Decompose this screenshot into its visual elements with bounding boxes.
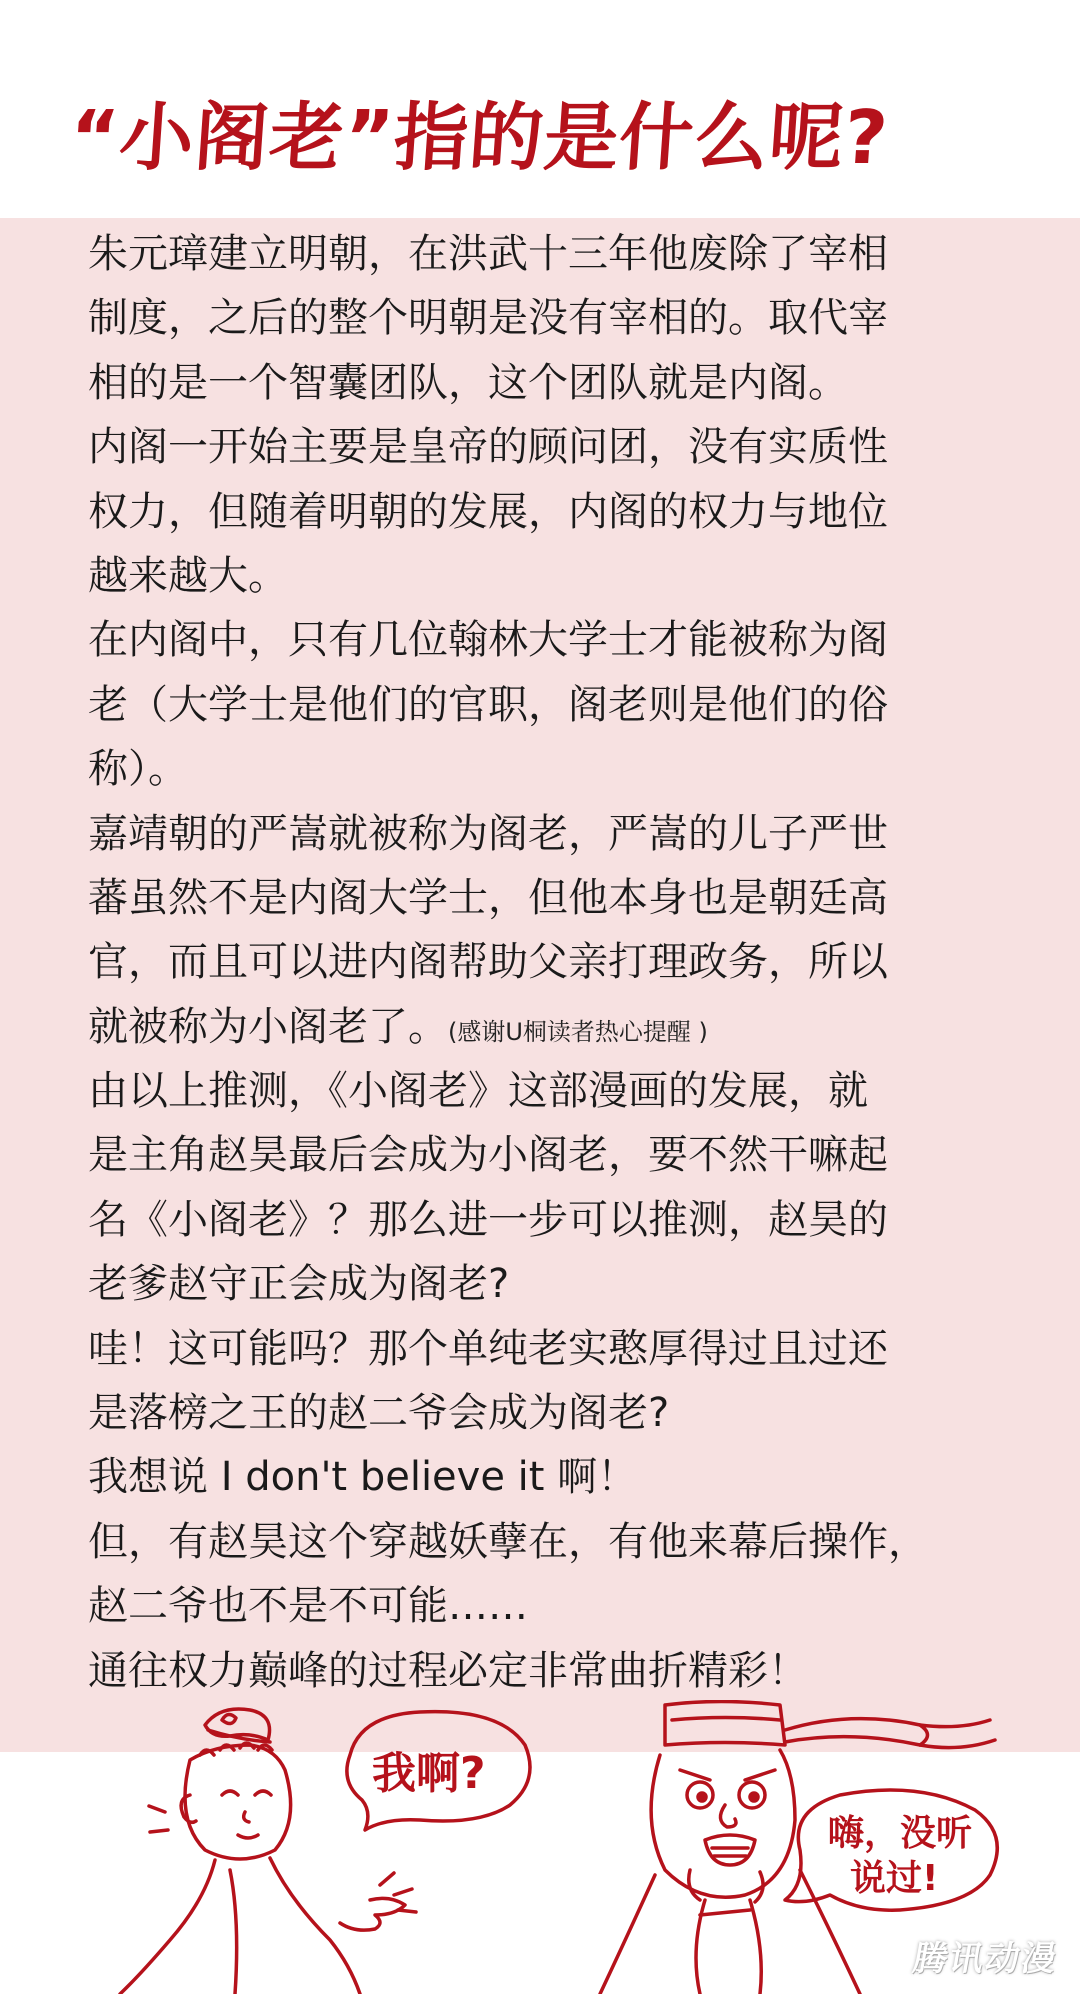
right-bubble-text-line1: 嗨，没听 [828,1813,973,1854]
text-line: 我想说 I don't believe it 啊！ [88,1454,638,1501]
text-line: 是落榜之王的赵二爷会成为阁老? [88,1390,670,1437]
text-line: 是主角赵昊最后会成为小阁老，要不然干嘛起 [88,1132,888,1179]
text-line: 官，而且可以进内阁帮助父亲打理政务，所以 [88,939,888,986]
text-line: 由以上推测，《小阁老》这部漫画的发展，就 [88,1068,868,1115]
page-title: “小阁老”指的是什么呢? [66,95,892,181]
text-line: 权力，但随着明朝的发展，内阁的权力与地位 [88,488,888,535]
text-line: 哇！这可能吗？那个单纯老实憨厚得过且过还 [88,1325,888,1372]
text-line: 老（大学士是他们的官职，阁老则是他们的俗 [88,681,888,728]
text-line: 朱元璋建立明朝，在洪武十三年他废除了宰相 [88,231,888,277]
text-line: 名《小阁老》？那么进一步可以推测，赵昊的 [88,1196,888,1243]
text-line: 在内阁中，只有几位翰林大学士才能被称为阁 [88,617,888,664]
left-bubble-text: 我啊? [372,1748,486,1799]
text-line: 制度，之后的整个明朝是没有宰相的。取代宰 [88,295,888,342]
text-line: 老爹赵守正会成为阁老? [88,1261,510,1308]
text-line: 通往权力巅峰的过程必定非常曲折精彩！ [88,1647,808,1694]
thanks-note: (感谢U桐读者热心提醒 ) [448,1017,708,1046]
text-line-with-note [88,995,1028,1059]
text-line: 内阁一开始主要是皇帝的顾问团，没有实质性 [88,424,888,471]
text-line: 就被称为小阁老了。 [88,1003,448,1050]
watermark-logo: 腾讯动漫 [909,1939,1061,1979]
article-body [88,222,1028,1703]
text-line: 赵二爷也不是不可能…… [88,1583,528,1630]
text-line: 相的是一个智囊团队，这个团队就是内阁。 [88,359,848,406]
text-line: 但，有赵昊这个穿越妖孽在，有他来幕后操作， [88,1518,928,1565]
text-line: 蕃虽然不是内阁大学士，但他本身也是朝廷高 [88,874,888,921]
text-line: 越来越大。 [88,552,288,599]
text-line: 嘉靖朝的严嵩就被称为阁老，严嵩的儿子严世 [88,810,888,857]
text-line: 称）。 [88,746,188,793]
right-bubble-text-line2: 说过! [850,1858,939,1899]
